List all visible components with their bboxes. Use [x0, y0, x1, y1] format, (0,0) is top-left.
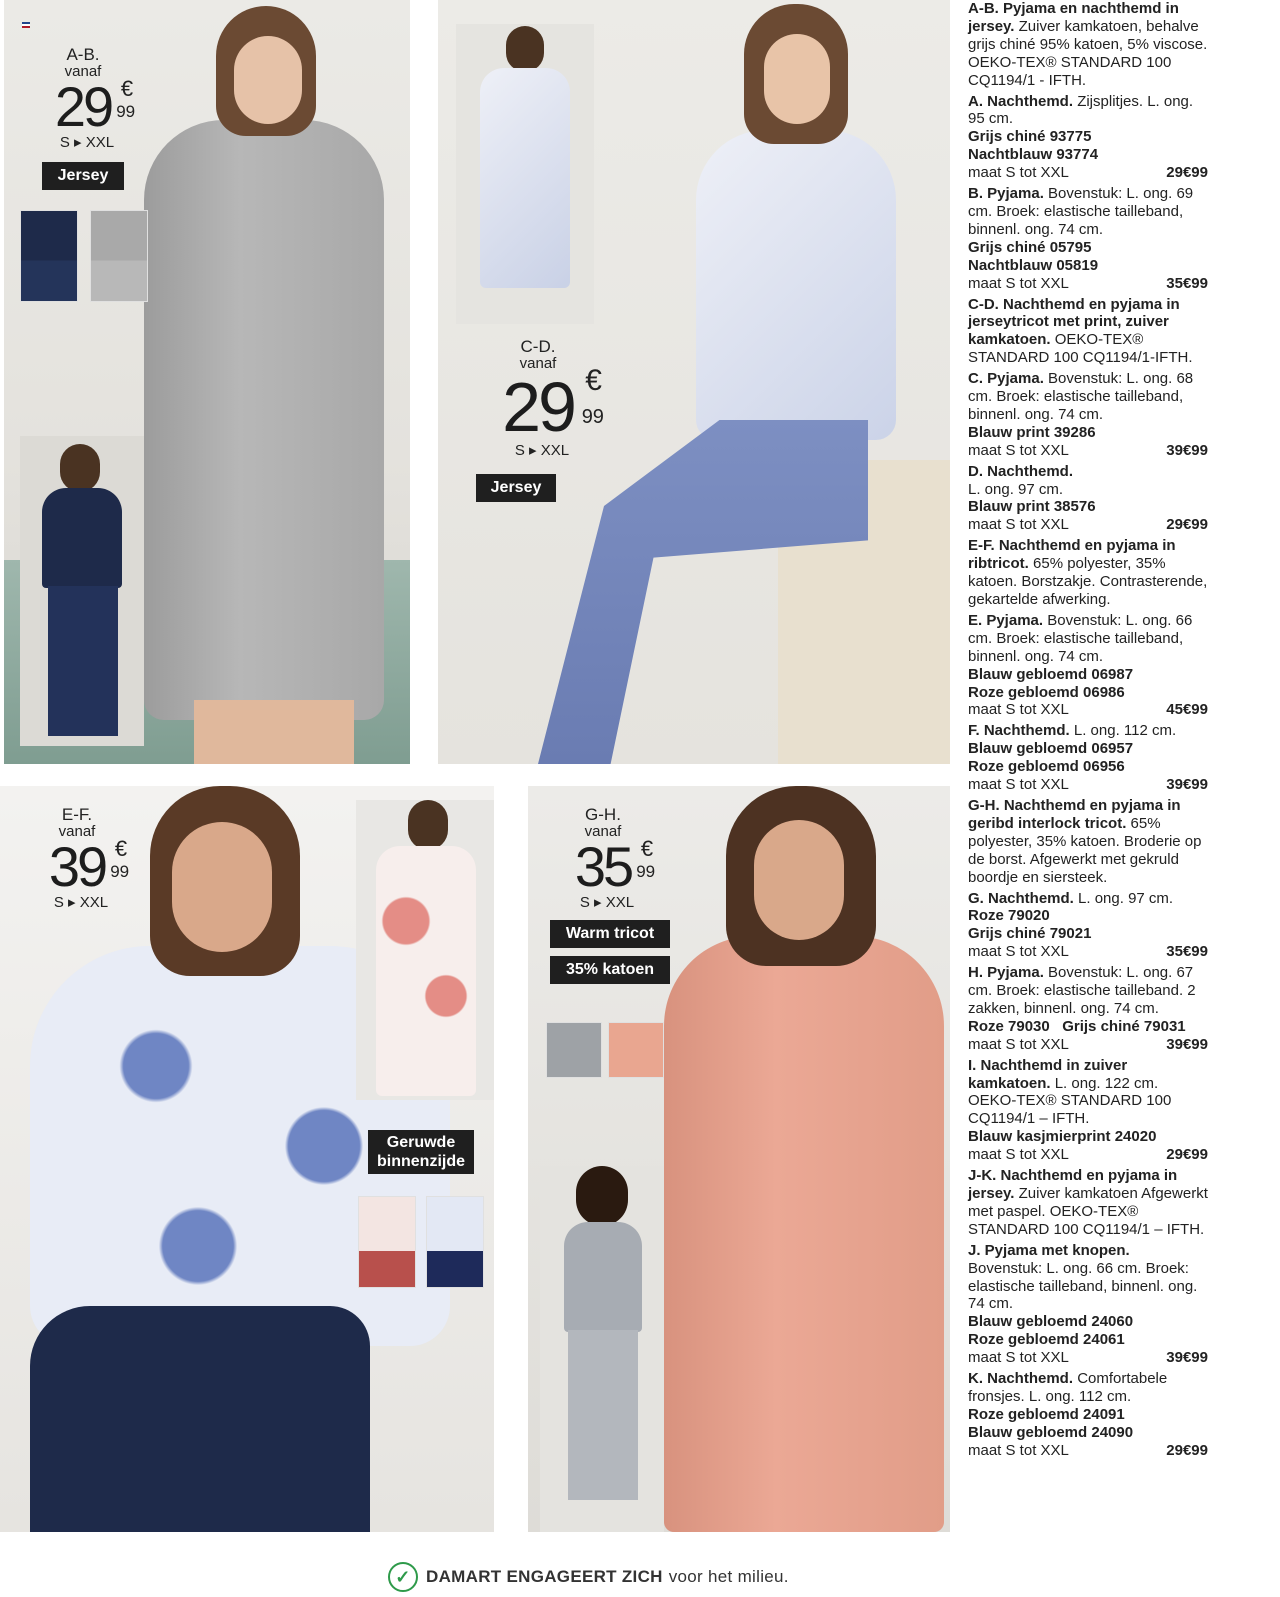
- desc-b: B. Pyjama. Bovenstuk: L. ong. 69 cm. Broek: elastische tailleband, binnenl. ong. 74 cm.: [968, 185, 1194, 238]
- color-code: Blauw gebloemd 24090: [968, 1423, 1134, 1441]
- color-code: Grijs chiné 93775: [968, 128, 1092, 146]
- swatch-navy: [20, 210, 78, 302]
- price-label-ab: [28, 46, 138, 151]
- size-price-row: maat S tot XXL 39€99: [968, 776, 1208, 794]
- eco-leaf-icon: ✓: [388, 1562, 418, 1592]
- model-face: [172, 822, 272, 952]
- price-label-cd: [478, 337, 604, 459]
- inset-photo-pyjama-grey: [540, 1166, 664, 1532]
- desc-g: G. Nachthemd. L. ong. 97 cm.: [968, 889, 1174, 907]
- price-label-gh: [548, 806, 658, 911]
- size-price-row: maat S tot XXL 39€99: [968, 1349, 1208, 1367]
- desc-ab-header: A-B. Pyjama en nachthemd in jersey. Zuiver kamkatoen, behalve grijs chiné 95% katoen, 5% viscose. OEKO-TEX® STANDARD 100 CQ1194/1 - IFTH.: [968, 0, 1208, 89]
- badge-warm-knit: Warm tricot: [550, 920, 670, 948]
- model-face: [234, 36, 302, 124]
- badge-brushed-inside: Geruwde binnenzijde: [368, 1130, 474, 1174]
- footer-brand: DAMART ENGAGEERT ZICH: [426, 1567, 663, 1586]
- color-code: Roze gebloemd 24061: [968, 1331, 1125, 1349]
- size-price-row: maat S tot XXL 29€99: [968, 1441, 1208, 1459]
- color-code: Grijs chiné 79021: [968, 925, 1092, 943]
- color-code: Blauw print 39286: [968, 423, 1096, 441]
- swatch-grey: [90, 210, 148, 302]
- size-range: S ▸ XXL: [53, 894, 109, 911]
- size-range: S ▸ XXL: [59, 134, 115, 151]
- color-code: Roze gebloemd 06986: [968, 683, 1125, 701]
- desc-a: A. Nachthemd. Zijsplitjes. L. ong. 95 cm.: [968, 92, 1194, 128]
- from-text: vanaf: [519, 355, 557, 372]
- desc-gh-header: G-H. Nachthemd en pyjama in geribd interlock tricot. 65% polyester, 35% katoen. Broderie op de borst. Afgewerkt met gekruld boordje en siersteek.: [968, 796, 1202, 886]
- product-code: C-D.: [520, 337, 556, 356]
- photo-panel-ef: [0, 786, 494, 1532]
- price: 39 € 99: [48, 835, 130, 898]
- color-code: Roze 79030 Grijs chiné 79031: [968, 1017, 1186, 1035]
- model-legs: [194, 700, 354, 764]
- size-price-row: maat S tot XXL 35€99: [968, 274, 1208, 292]
- color-code: Blauw print 38576: [968, 498, 1096, 516]
- footer-text: voor het milieu.: [668, 1567, 789, 1586]
- from-text: vanaf: [584, 823, 622, 840]
- size-range: S ▸ XXL: [579, 894, 635, 911]
- color-code: Nachtblauw 93774: [968, 146, 1099, 164]
- color-code: Nachtblauw 05819: [968, 256, 1099, 274]
- desc-h: H. Pyjama. Bovenstuk: L. ong. 67 cm. Broek: elastische tailleband. 2 zakken, binnenl. ong. 74 cm.: [968, 964, 1196, 1017]
- desc-d: D. Nachthemd.: [968, 462, 1074, 480]
- color-code: Blauw kasjmierprint 24020: [968, 1128, 1157, 1146]
- size-price-row: maat S tot XXL 39€99: [968, 441, 1208, 459]
- desc-k: K. Nachthemd. Comfortabele fronsjes. L. ong. 112 cm.: [968, 1370, 1168, 1405]
- size-price-row: maat S tot XXL 29€99: [968, 1146, 1208, 1164]
- desc-i: I. Nachthemd in zuiver kamkatoen. L. ong. 122 cm. OEKO-TEX® STANDARD 100 CQ1194/1 – IFTH.: [968, 1056, 1172, 1128]
- inset-photo-nightgown-pink: [356, 800, 494, 1100]
- color-code: Roze 79020: [968, 907, 1050, 925]
- photo-panel-cd: [438, 0, 950, 764]
- desc-cd-header: C-D. Nachthemd en pyjama in jerseytricot met print, zuiver kamkatoen. OEKO-TEX® STANDARD 100 CQ1194/1-IFTH.: [968, 295, 1193, 367]
- model-nightgown-grey: [144, 120, 384, 720]
- desc-f: F. Nachthemd. L. ong. 112 cm.: [968, 722, 1177, 740]
- swatch-blue: [426, 1196, 484, 1288]
- inset-photo-nightgown-print: [456, 24, 594, 324]
- desc-ef-header: E-F. Nachthemd en pyjama in ribtricot. 65% polyester, 35% katoen. Borstzakje. Contrasterende, gekartelde afwerking.: [968, 537, 1208, 608]
- product-code: A-B.: [66, 45, 100, 64]
- desc-jk-header: J-K. Nachthemd en pyjama in jersey. Zuiver kamkatoen Afgewerkt met paspel. OEKO-TEX® STANDARD 100 CQ1194/1 – IFTH.: [968, 1167, 1208, 1238]
- size-price-row: maat S tot XXL 29€99: [968, 164, 1208, 182]
- model-pyjama-top: [696, 130, 896, 440]
- price-label-ef: [22, 806, 132, 911]
- swatch-pink: [608, 1022, 664, 1078]
- color-code: Grijs chiné 05795: [968, 238, 1092, 256]
- model-face: [754, 820, 844, 940]
- product-code: E-F.: [61, 805, 93, 824]
- model-trousers-navy: [30, 1306, 370, 1532]
- description-column: [968, 0, 1208, 1460]
- size-price-row: maat S tot XXL 45€99: [968, 701, 1208, 719]
- badge-jersey: Jersey: [476, 474, 556, 502]
- swatch-pink: [358, 1196, 416, 1288]
- from-text: vanaf: [64, 63, 102, 80]
- photo-panel-ab: [4, 0, 410, 764]
- badge-jersey: Jersey: [42, 162, 124, 190]
- size-range: S ▸ XXL: [514, 442, 570, 459]
- flag-icon: [22, 22, 30, 28]
- desc-d-length: L. ong. 97 cm.: [968, 480, 1064, 498]
- color-code: Roze gebloemd 24091: [968, 1405, 1125, 1423]
- price: 29 € 99: [54, 75, 136, 138]
- badge-cotton: 35% katoen: [550, 956, 670, 984]
- size-price-row: maat S tot XXL 29€99: [968, 516, 1208, 534]
- color-code: Blauw gebloemd 06987: [968, 665, 1134, 683]
- color-code: Blauw gebloemd 24060: [968, 1313, 1134, 1331]
- photo-panel-gh: [528, 786, 950, 1532]
- model-face: [764, 34, 830, 124]
- inset-photo-pyjama-navy: [20, 436, 144, 746]
- product-code: G-H.: [585, 805, 621, 824]
- desc-j: J. Pyjama met knopen. Bovenstuk: L. ong. 66 cm. Broek: elastische tailleband, binnenl. ong. 74 cm.: [968, 1241, 1198, 1313]
- size-price-row: maat S tot XXL 39€99: [968, 1035, 1208, 1053]
- color-code: Blauw gebloemd 06957: [968, 740, 1134, 758]
- price: 35 € 99: [574, 835, 656, 898]
- price: 29 € 99: [502, 364, 604, 446]
- swatch-grey: [546, 1022, 602, 1078]
- color-code: Roze gebloemd 06956: [968, 758, 1125, 776]
- footer: [388, 1560, 789, 1594]
- model-nightgown-pink: [664, 936, 944, 1532]
- desc-c: C. Pyjama. Bovenstuk: L. ong. 68 cm. Broek: elastische tailleband, binnenl. ong. 74 cm.: [968, 370, 1194, 423]
- from-text: vanaf: [58, 823, 96, 840]
- desc-e: E. Pyjama. Bovenstuk: L. ong. 66 cm. Broek: elastische tailleband, binnenl. ong. 74 cm.: [968, 611, 1193, 665]
- size-price-row: maat S tot XXL 35€99: [968, 943, 1208, 961]
